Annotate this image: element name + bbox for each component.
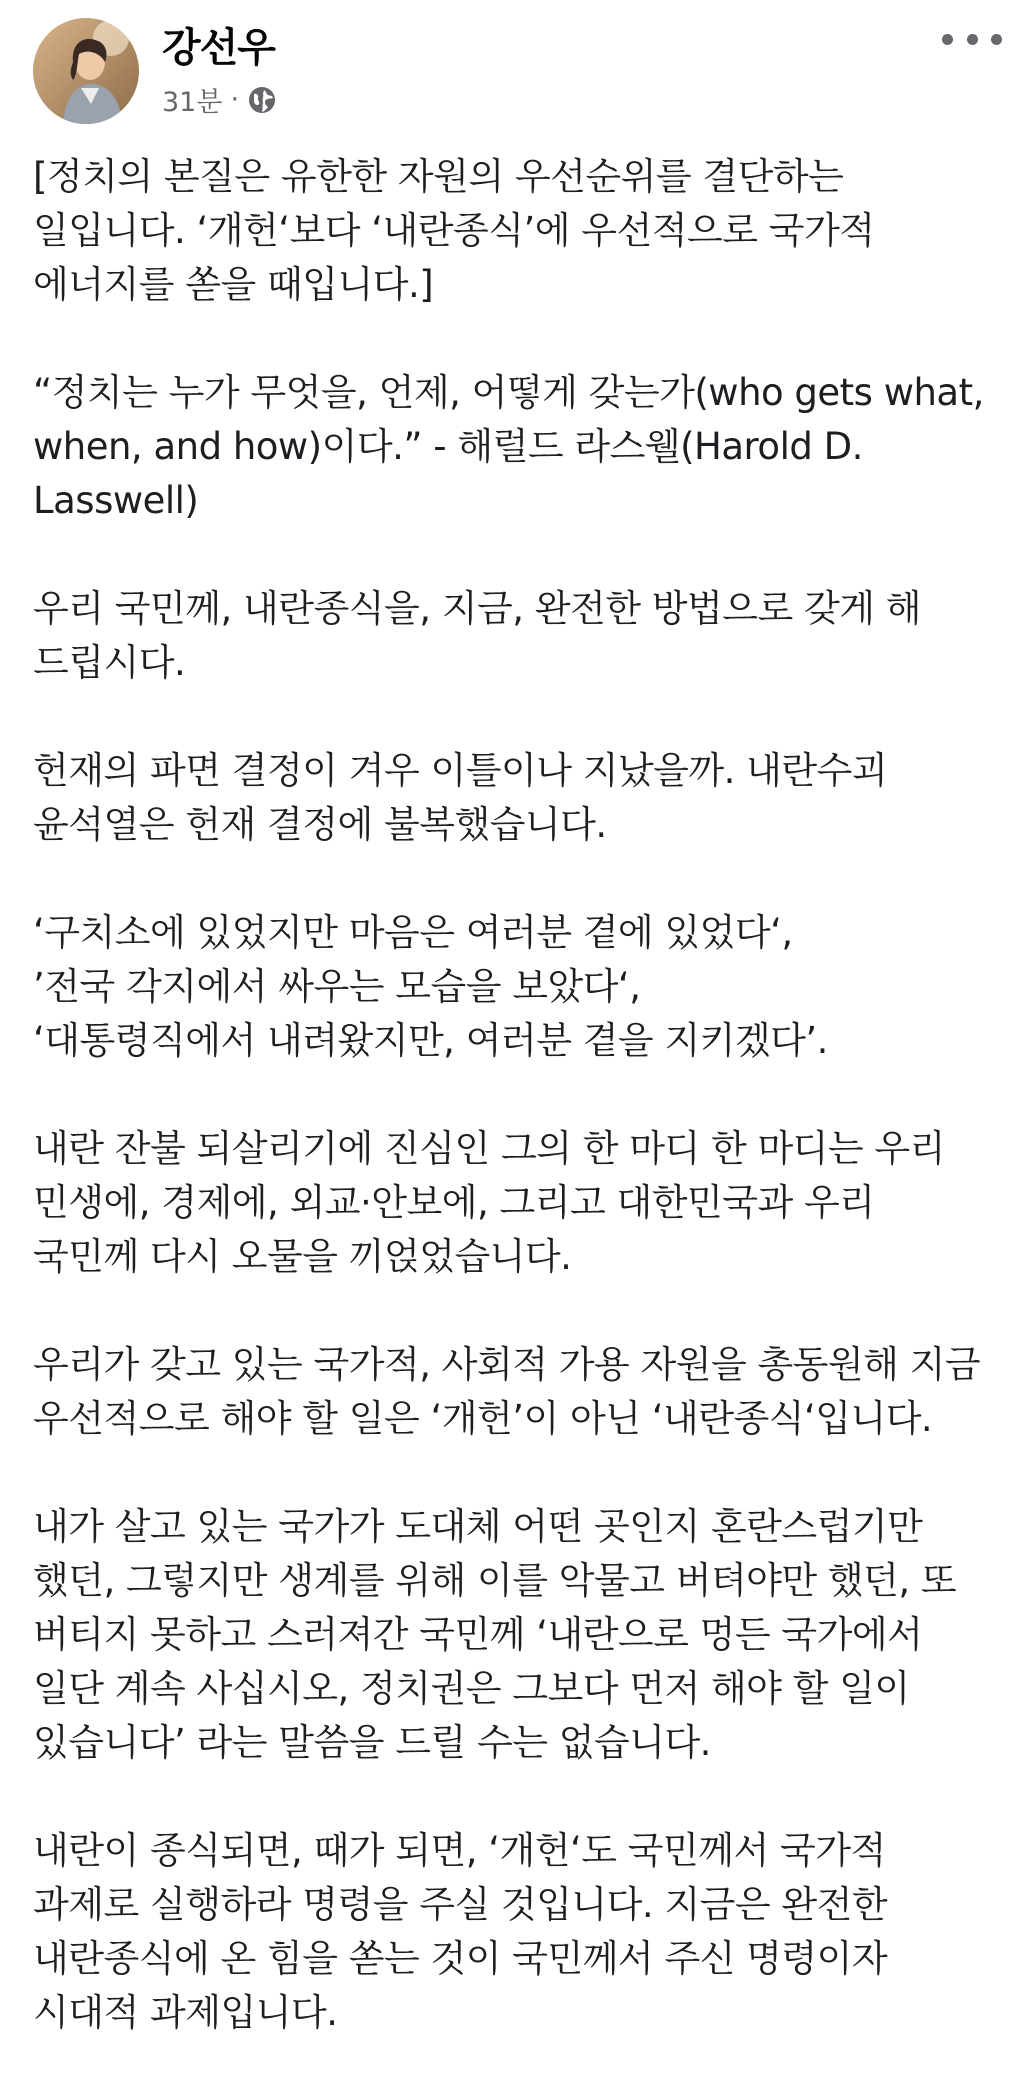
post-text-line: 일입니다. ‘개헌‘보다 ‘내란종식’에 우선적으로 국가적 (33, 209, 875, 252)
post-text-line: when, and how)이다.” - 해럴드 라스웰(Harold D. (33, 425, 863, 468)
post-text-line: ‘구치소에 있었지만 마음은 여러분 곁에 있었다‘, (33, 911, 793, 954)
post-meta (162, 80, 277, 119)
avatar[interactable] (33, 18, 139, 124)
post-paragraph (33, 1824, 1008, 2040)
post-paragraph (33, 744, 1008, 852)
post-text-line: 민생에, 경제에, 외교·안보에, 그리고 대한민국과 우리 (33, 1181, 875, 1224)
post-paragraph (33, 150, 1008, 312)
post-header (0, 0, 1024, 150)
post-paragraph (33, 366, 1008, 528)
post-text-line: 일단 계속 사십시오, 정치권은 그보다 먼저 해야 할 일이 (33, 1667, 910, 1710)
post-text-line: Lasswell) (33, 479, 199, 522)
post-text-line: 내란이 종식되면, 때가 되면, ‘개헌‘도 국민께서 국가적 (33, 1829, 886, 1872)
post-text-line: 우리 국민께, 내란종식을, 지금, 완전한 방법으로 갖게 해 (33, 587, 921, 630)
more-horizontal-icon (942, 34, 953, 45)
post-text-line: 과제로 실행하라 명령을 주실 것입니다. 지금은 완전한 (33, 1883, 888, 1926)
post-paragraph (33, 906, 1008, 1068)
post-text-line: “정치는 누가 무엇을, 언제, 어떻게 갖는가(who gets what, (33, 371, 984, 414)
post-paragraph (33, 1338, 1008, 1446)
post-text-line: 헌재의 파면 결정이 겨우 이틀이나 지났을까. 내란수괴 (33, 749, 888, 792)
post-text-line: 있습니다’ 라는 말씀을 드릴 수는 없습니다. (33, 1721, 711, 1764)
post-text-line: 에너지를 쏟을 때입니다.] (33, 263, 434, 306)
post-text-line: 윤석열은 헌재 결정에 불복했습니다. (33, 803, 607, 846)
more-horizontal-icon (967, 34, 978, 45)
post-paragraph (33, 1122, 1008, 1284)
meta-separator: · (230, 84, 240, 115)
post-text-line: 했던, 그렇지만 생계를 위해 이를 악물고 버텨야만 했던, 또 (33, 1559, 957, 1602)
post-paragraph (33, 1500, 1008, 1770)
post-text-line: ’전국 각지에서 싸우는 모습을 보았다‘, (33, 965, 641, 1008)
post-text-line: 버티지 못하고 스러져간 국민께 ‘내란으로 멍든 국가에서 (33, 1613, 923, 1656)
globe-icon[interactable] (247, 85, 277, 115)
profile-photo (33, 18, 139, 124)
post-body (33, 150, 1008, 2094)
more-options-button[interactable] (942, 24, 1002, 54)
post-text-line: 국민께 다시 오물을 끼얹었습니다. (33, 1235, 572, 1278)
post-text-line: 내란 잔불 되살리기에 진심인 그의 한 마디 한 마디는 우리 (33, 1127, 945, 1170)
post-text-line: ‘대통령직에서 내려왔지만, 여러분 곁을 지키겠다’. (33, 1019, 828, 1062)
post-paragraph (33, 582, 1008, 690)
post-text-line: 드립시다. (33, 641, 186, 684)
post-text-line: [정치의 본질은 유한한 자원의 우선순위를 결단하는 (33, 155, 844, 198)
post-text-line: 우리가 갖고 있는 국가적, 사회적 가용 자원을 총동원해 지금 (33, 1343, 981, 1386)
author-name[interactable]: 강선우 (162, 25, 275, 71)
post-time[interactable]: 31분 (162, 87, 223, 118)
post-text-line: 내가 살고 있는 국가가 도대체 어떤 곳인지 혼란스럽기만 (33, 1505, 923, 1548)
post-text-line: 우선적으로 해야 할 일은 ‘개헌’이 아닌 ‘내란종식‘입니다. (33, 1397, 933, 1440)
post-text-line: 시대적 과제입니다. (33, 1991, 338, 2034)
post-text-line: 내란종식에 온 힘을 쏟는 것이 국민께서 주신 명령이자 (33, 1937, 888, 1980)
more-horizontal-icon (991, 34, 1002, 45)
